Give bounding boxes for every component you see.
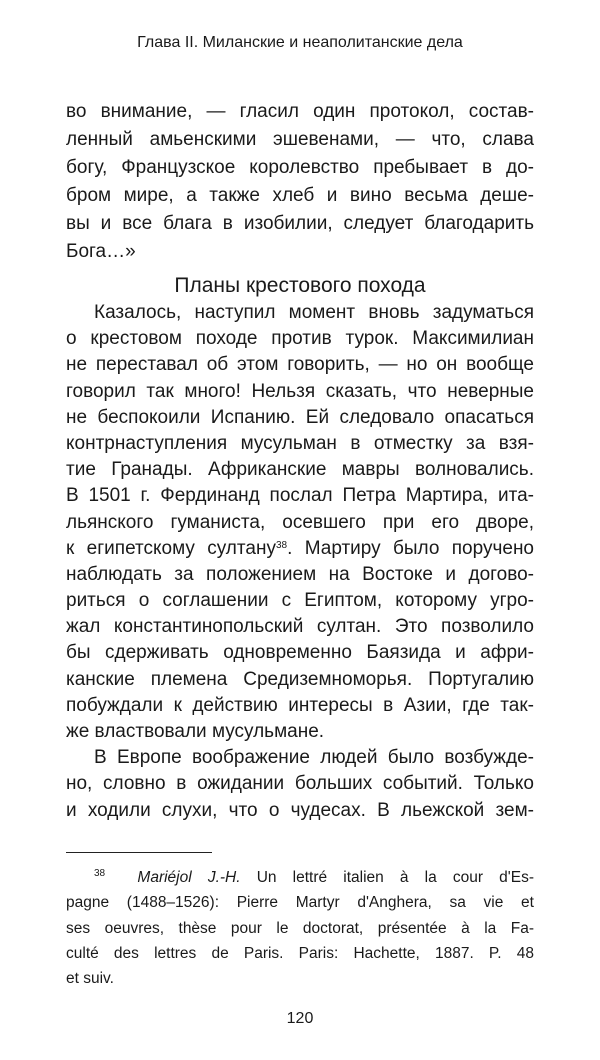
page-number: 120 bbox=[286, 1010, 314, 1027]
text-line: бы сдерживать одновременно Баязида и афри- bbox=[66, 642, 534, 664]
text-line: контрнаступления мусульман в отместку за взя- bbox=[66, 432, 534, 454]
text-line: канские племена Средиземноморья. Португалию bbox=[66, 668, 534, 690]
text-line: богу, Французское королевство пребывает в до- bbox=[66, 157, 534, 178]
text-line: и ходили слухи, что о чудесах. В льежской зем- bbox=[66, 799, 534, 821]
text-span: . Мартиру было поручено bbox=[287, 537, 535, 559]
text-line: вы и все блага в изобилии, следует благодарить bbox=[66, 213, 534, 234]
text-line: ses oeuvres, thèse pour le doctorat, présentée à la Fa- bbox=[66, 919, 534, 937]
text-line bbox=[66, 865, 534, 890]
text-line: говорил так много! Нельзя сказать, что неверные bbox=[66, 380, 534, 402]
section-heading: Планы крестового похода bbox=[174, 274, 426, 297]
text-line: Казалось, наступил момент вновь задуматься bbox=[94, 302, 534, 323]
text-line: побуждали к действию интересы в Азии, где так- bbox=[66, 694, 534, 716]
running-header: Глава II. Миланские и неаполитанские дела bbox=[137, 34, 463, 51]
text-line: ленный амьенскими эшевенами, — что, слава bbox=[66, 129, 534, 150]
paragraph-quote-end bbox=[66, 98, 534, 266]
footnote-number: 38 bbox=[94, 868, 106, 879]
footnote bbox=[66, 865, 534, 991]
text-span: к египетскому султану bbox=[66, 537, 276, 559]
text-line: тие Гранады. Африканские мавры волновались. bbox=[66, 459, 534, 481]
text-line: не беспокоили Испанию. Ей следовало опасаться bbox=[66, 406, 534, 428]
text-line: pagne (1488–1526): Pierre Martyr d'Anghera, sa vie et bbox=[66, 894, 534, 912]
text-line: риться о соглашении с Египтом, которому угро- bbox=[66, 590, 534, 612]
text-line: culté des lettres de Paris. Paris: Hachette, 1887. P. 48 bbox=[66, 944, 534, 962]
text-line: В Европе воображение людей было возбужде- bbox=[94, 747, 534, 769]
paragraph-crusade bbox=[66, 300, 534, 824]
text-line: В 1501 г. Фердинанд послал Петра Мартира, ита- bbox=[66, 485, 534, 507]
footnote-separator bbox=[66, 852, 212, 853]
text-line: бром мире, а также хлеб и вино весьма деше- bbox=[66, 185, 534, 206]
text-span: Un lettré italien à la cour d'Es- bbox=[256, 869, 535, 886]
text-line: наблюдать за положением на Востоке и догово- bbox=[66, 563, 534, 585]
text-line: жал константинопольский султан. Это позволило bbox=[66, 616, 534, 638]
text-line: et suiv. bbox=[66, 970, 114, 988]
text-line bbox=[66, 536, 534, 562]
text-line: же властвовали мусульмане. bbox=[66, 721, 325, 742]
text-line: Бога…» bbox=[66, 241, 136, 262]
text-line: во внимание, — гласил один протокол, состав- bbox=[66, 101, 534, 122]
text-line: но, словно в ожидании больших событий. Только bbox=[66, 773, 534, 795]
text-line: о крестовом походе против турок. Максимилиан bbox=[66, 328, 534, 350]
footnote-ref[interactable]: 38 bbox=[275, 539, 288, 551]
footnote-author: Mariéjol J.-H. bbox=[137, 869, 241, 886]
text-line: не переставал об этом говорить, — но он вообще bbox=[66, 354, 534, 376]
text-line: льянского гуманиста, осевшего при его дворе, bbox=[66, 511, 534, 533]
